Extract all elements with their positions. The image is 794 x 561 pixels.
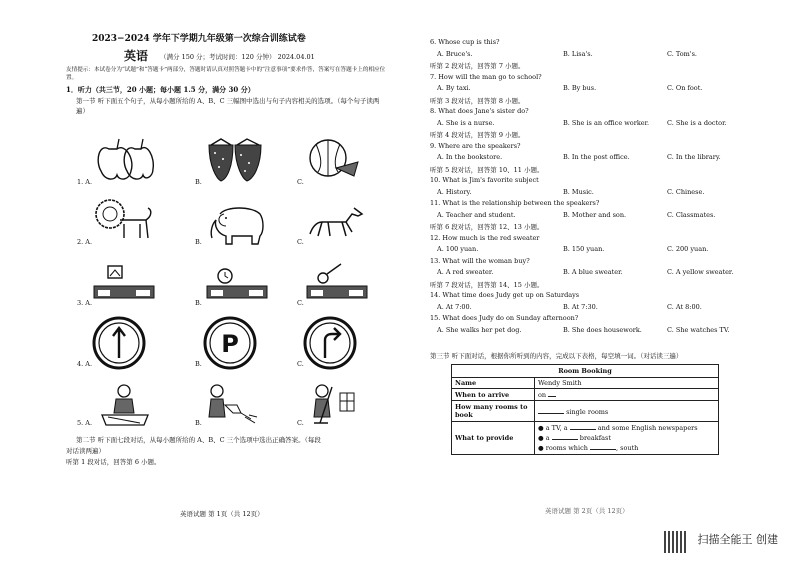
question-8-option-b: B. She is an office worker.	[563, 118, 650, 127]
q1-label-c: C.	[297, 178, 304, 186]
q2-label-a: 2. A.	[77, 238, 93, 246]
strawberries-icon	[205, 137, 263, 183]
question-9-stem: 9. Where are the speakers?	[430, 141, 521, 150]
row-label-arrive: When to arrive	[452, 389, 535, 401]
q4-label-c: C.	[297, 360, 304, 368]
question-10-option-b: B. Music.	[563, 187, 594, 196]
watermelon-icon	[308, 138, 360, 180]
answer-blank-17[interactable]	[538, 407, 564, 414]
q1-label-a: 1. A.	[77, 178, 93, 186]
question-11-stem: 11. What is the relationship between the speakers?	[430, 199, 600, 207]
row-value-name: Wendy Smith	[535, 378, 719, 389]
question-8-option-a: A. She is a nurse.	[437, 118, 495, 127]
question-7-listen-note: 听第 3 段对话，回答第 8 小题。	[430, 96, 525, 105]
desk-with-clock-icon	[205, 264, 271, 306]
room-booking-title: Room Booking	[452, 365, 719, 378]
row-value-provide	[535, 422, 719, 455]
exam-meta: （满分 150 分；考试时间：120 分钟） 2024.04.01	[160, 53, 315, 61]
arrive-prefix: on	[538, 391, 547, 399]
exam-title: 2023−2024 学年下学期九年级第一次综合训练试卷	[92, 34, 306, 44]
answer-blank-20[interactable]	[590, 443, 616, 450]
question-7-option-b: B. By bus.	[563, 84, 597, 92]
question-9-option-c: C. In the library.	[667, 153, 721, 161]
question-10-option-a: A. History.	[437, 187, 472, 196]
question-14-option-c: C. At 8:00.	[667, 302, 702, 311]
question-13-option-a: A. A red sweater.	[437, 268, 494, 276]
elephant-icon	[206, 204, 272, 246]
question-9-option-a: A. In the bookstore.	[437, 153, 503, 161]
question-11-option-b: B. Mother and son.	[563, 210, 627, 219]
question-10-stem: 10. What is Jim's favorite subject	[430, 176, 539, 184]
turn-right-sign-icon	[303, 316, 357, 370]
question-7-option-a: A. By taxi.	[437, 84, 471, 92]
part-1-intro: 第一节 听下面五个句子，从每小题所给的 A、B、C 三幅图中选出与句子内容相关的选项。（每个句子读两遍）	[76, 97, 380, 115]
question-13-option-b: B. A blue sweater.	[563, 268, 623, 276]
question-9-listen-note: 听第 5 段对话，回答第 10、11 小题。	[430, 165, 544, 174]
question-11-option-a: A. Teacher and student.	[437, 210, 516, 219]
question-6-option-b: B. Lisa's.	[563, 49, 593, 58]
row-value-arrive	[535, 389, 719, 401]
question-12-stem: 12. How much is the red sweater	[430, 233, 540, 242]
answer-blank-16[interactable]	[548, 390, 556, 397]
provide-line-3-a: ● rooms which	[538, 444, 588, 452]
q5-label-a: 5. A.	[77, 419, 93, 427]
part-3-intro: 第三节 听下面对话，根据你所听到的内容，完成以下表格，每空填一词。（对话读三遍）	[430, 352, 683, 360]
desk-with-guitar-icon	[305, 264, 371, 306]
lion-icon	[94, 198, 154, 244]
provide-line-1-a: ● a TV, a	[538, 424, 568, 432]
provide-line-3-b: , south	[615, 444, 639, 452]
answer-blank-19[interactable]	[552, 433, 578, 440]
row-label-rooms: How many rooms to book	[452, 401, 535, 422]
parking-sign-icon	[203, 316, 257, 370]
left-page-footer: 英语试题 第 1页（共 12页）	[180, 510, 264, 518]
question-15-stem: 15. What does Judy do on Sunday afternoon?	[430, 314, 579, 322]
question-6-option-c: C. Tom's.	[667, 49, 697, 58]
question-7-stem: 7. How will the man go to school?	[430, 72, 542, 81]
question-10-option-c: C. Chinese.	[667, 187, 705, 196]
provide-line-1-b: and some English newspapers	[597, 424, 698, 432]
q2-label-c: C.	[297, 238, 304, 246]
question-6-listen-note: 听第 2 段对话，回答第 7 小题。	[430, 62, 525, 70]
provide-line-2-a: ● a	[538, 434, 550, 442]
q2-label-b: B.	[195, 238, 202, 246]
horse-icon	[308, 204, 366, 240]
question-9-option-b: B. In the post office.	[563, 153, 630, 161]
subject-heading: 英语	[124, 49, 149, 63]
question-11-listen-note: 听第 6 段对话，回答第 12、13 小题。	[430, 223, 544, 231]
question-12-option-a: A. 100 yuan.	[437, 245, 479, 253]
question-13-option-c: C. A yellow sweater.	[667, 268, 734, 276]
question-14-stem: 14. What time does Judy get up on Saturdays	[430, 291, 580, 299]
question-11-option-c: C. Classmates.	[667, 210, 716, 219]
provide-line-2-b: breakfast	[579, 434, 611, 442]
straight-arrow-sign-icon	[92, 316, 146, 370]
person-watering-icon	[205, 383, 261, 427]
svg-text:P: P	[221, 330, 239, 358]
q3-label-b: B.	[195, 299, 202, 307]
q3-label-a: 3. A.	[77, 299, 93, 307]
row-label-provide: What to provide	[452, 422, 535, 455]
question-13-stem: 13. What will the woman buy?	[430, 256, 530, 265]
row-label-name: Name	[452, 378, 535, 389]
question-8-stem: 8. What does Jane's sister do?	[430, 107, 529, 115]
desk-with-picture-icon	[92, 264, 158, 306]
question-6-stem: 6. Whose cup is this?	[430, 38, 500, 46]
question-14-option-b: B. At 7:30.	[563, 302, 598, 311]
room-booking-table	[451, 364, 719, 455]
question-15-option-c: C. She watches TV.	[667, 325, 730, 334]
question-7-option-c: C. On foot.	[667, 84, 703, 92]
notice: 友情提示：本试卷分为“试题”和“答题卡”两部分，答题时请认真对照答题卡中的“注意事项”要求作答，答案写在答题卡上的相应位置。	[66, 67, 386, 81]
question-8-listen-note: 听第 4 段对话，回答第 9 小题。	[430, 131, 525, 139]
question-6-option-a: A. Bruce's.	[437, 49, 473, 58]
question-8-option-c: C. She is a doctor.	[667, 118, 727, 127]
q5-label-b: B.	[195, 419, 202, 427]
question-13-listen-note: 听第 7 段对话，回答第 14、15 小题。	[430, 280, 544, 289]
person-cooking-icon	[100, 383, 156, 427]
answer-blank-18[interactable]	[570, 423, 596, 430]
question-15-option-b: B. She does housework.	[563, 325, 642, 334]
section-1-heading: 1．听力（共三节，20 小题；每小题 1.5 分，满分 30 分）	[66, 85, 255, 94]
part-2-intro: 第二节 听下面七段对话，从每小题所给的 A、B、C 三个选项中选出正确答案。（每段	[76, 436, 321, 444]
question-14-option-a: A. At 7:00.	[437, 302, 472, 311]
question-15-option-a: A. She walks her pet dog.	[437, 325, 522, 334]
rooms-suffix: single rooms	[566, 407, 609, 416]
apples-icon	[95, 135, 155, 185]
scanner-logo-icon	[664, 531, 686, 553]
q4-label-a: 4. A.	[77, 360, 93, 368]
part-2-intro-cont: 对话读两遍）	[66, 447, 105, 455]
person-sweeping-icon	[306, 383, 362, 427]
q3-label-c: C.	[297, 299, 304, 307]
q1-label-b: B.	[195, 178, 202, 186]
q5-label-c: C.	[297, 419, 304, 427]
q4-label-b: B.	[195, 360, 202, 368]
row-value-rooms	[535, 401, 719, 422]
question-12-option-b: B. 150 yuan.	[563, 245, 605, 253]
listen-dialogue-1: 听第 1 段对话，回答第 6 小题。	[66, 458, 161, 466]
scanner-watermark: 扫描全能王 创建	[697, 533, 778, 546]
right-page-footer: 英语试题 第 2页（共 12页）	[545, 507, 629, 515]
question-12-option-c: C. 200 yuan.	[667, 245, 709, 253]
